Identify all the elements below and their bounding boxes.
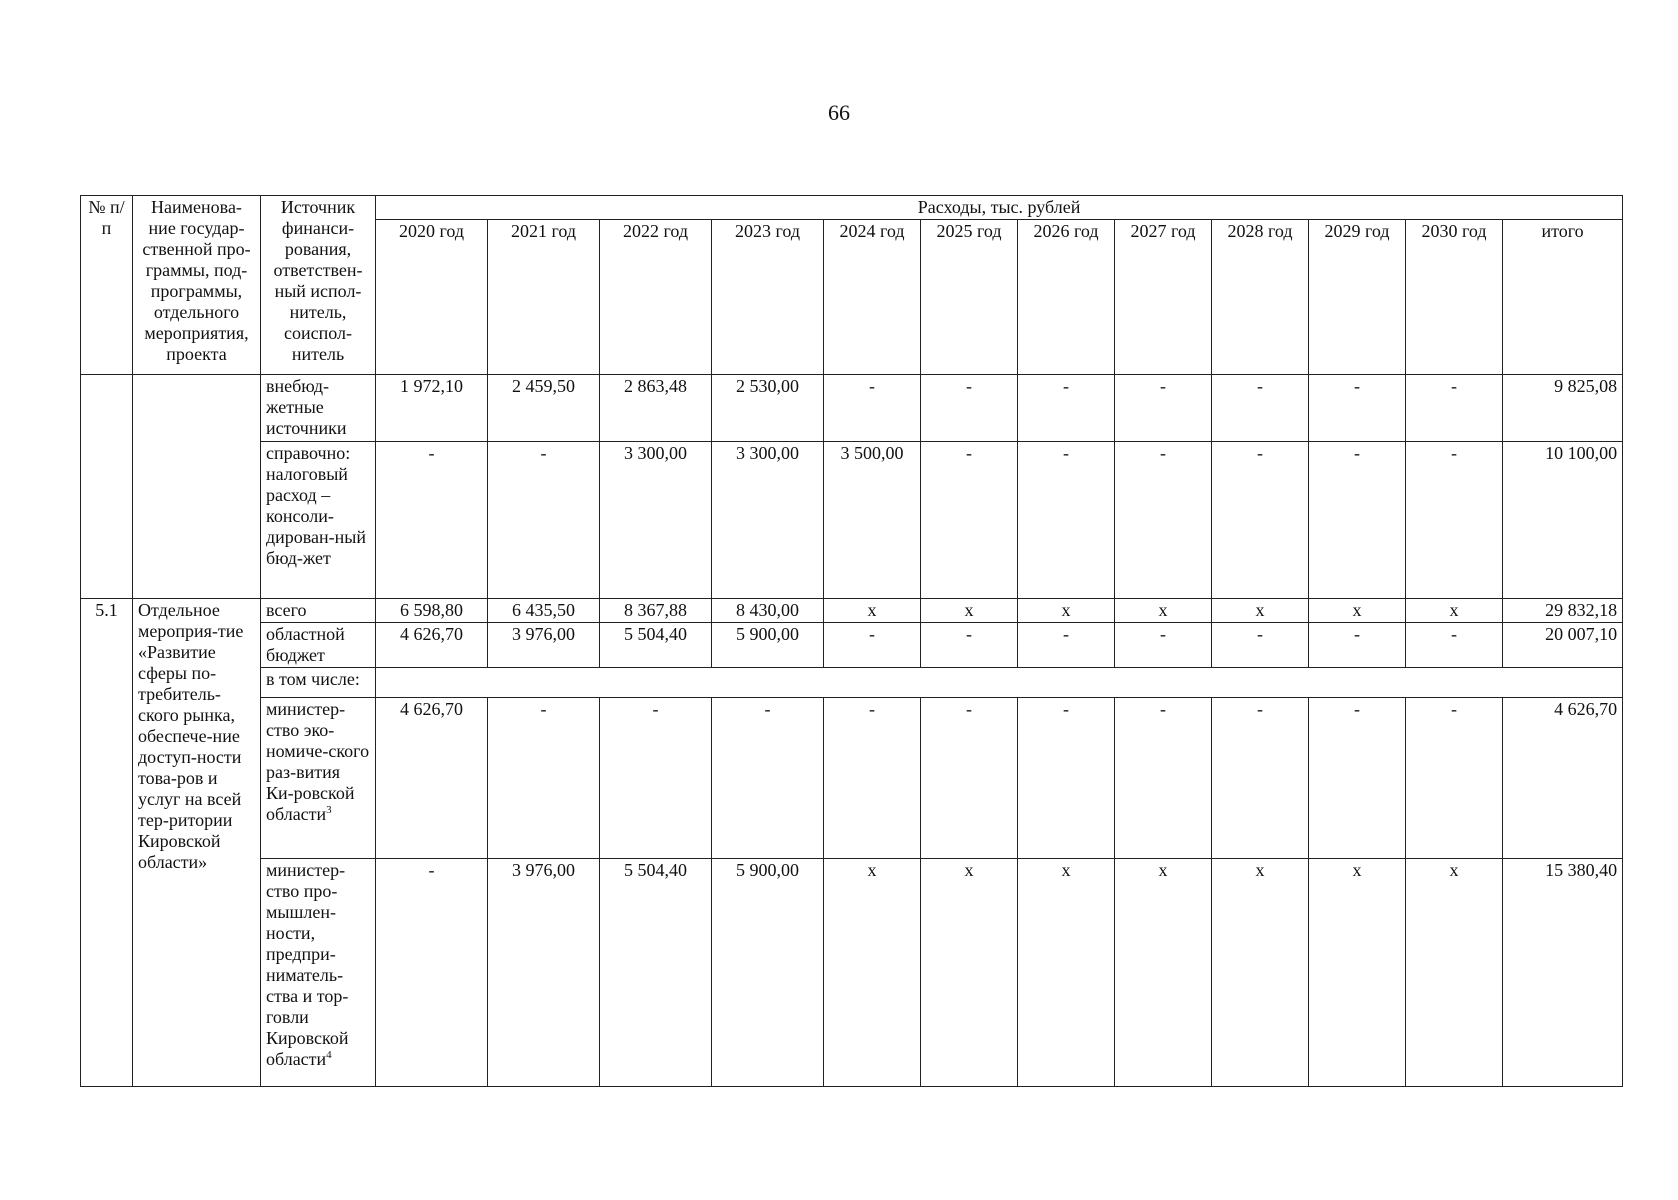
- value-cell: -: [1212, 375, 1309, 442]
- value-cell: -: [824, 375, 921, 442]
- value-cell: х: [921, 859, 1018, 1087]
- table-row: [81, 375, 1623, 442]
- value-cell: х: [1406, 599, 1503, 623]
- value-cell: -: [1309, 442, 1406, 599]
- source-cell: всего: [261, 599, 376, 623]
- value-cell: -: [1115, 375, 1212, 442]
- total-cell: 9 825,08: [1503, 375, 1623, 442]
- value-cell: 4 626,70: [376, 623, 488, 668]
- value-cell: -: [1309, 698, 1406, 859]
- value-cell: 5 504,40: [600, 623, 712, 668]
- source-cell: в том числе:: [261, 668, 376, 698]
- value-cell: -: [824, 623, 921, 668]
- value-cell: -: [921, 375, 1018, 442]
- year-2020: 2020 год: [376, 220, 488, 375]
- value-cell: 3 500,00: [824, 442, 921, 599]
- total-cell: 4 626,70: [1503, 698, 1623, 859]
- value-cell: -: [1018, 623, 1115, 668]
- source-text: министер-ство эко-номиче-ского раз-вития Ки-ровской области: [266, 699, 370, 824]
- empty-values-cell: [376, 668, 1623, 698]
- value-cell: -: [1018, 375, 1115, 442]
- header-row: [81, 196, 1623, 220]
- value-cell: 6 598,80: [376, 599, 488, 623]
- total-cell: 20 007,10: [1503, 623, 1623, 668]
- value-cell: х: [1018, 599, 1115, 623]
- value-cell: -: [1406, 442, 1503, 599]
- value-cell: -: [921, 698, 1018, 859]
- value-cell: х: [1212, 859, 1309, 1087]
- total-cell: 15 380,40: [1503, 859, 1623, 1087]
- value-cell: х: [1309, 859, 1406, 1087]
- value-cell: 3 300,00: [600, 442, 712, 599]
- table-row: [81, 698, 1623, 859]
- value-cell: 5 900,00: [712, 859, 824, 1087]
- value-cell: -: [1406, 375, 1503, 442]
- table-row: [81, 859, 1623, 1087]
- value-cell: 5 900,00: [712, 623, 824, 668]
- value-cell: 2 530,00: [712, 375, 824, 442]
- value-cell: -: [1115, 442, 1212, 599]
- table-row: [81, 442, 1623, 599]
- source-cell: внебюд-жетные источники: [261, 375, 376, 442]
- value-cell: 3 976,00: [488, 623, 600, 668]
- year-total: итого: [1503, 220, 1623, 375]
- value-cell: -: [712, 698, 824, 859]
- year-2024: 2024 год: [824, 220, 921, 375]
- value-cell: -: [600, 698, 712, 859]
- year-2030: 2030 год: [1406, 220, 1503, 375]
- value-cell: -: [488, 698, 600, 859]
- source-cell: [261, 859, 376, 1087]
- value-cell: х: [1115, 859, 1212, 1087]
- value-cell: х: [824, 859, 921, 1087]
- value-cell: х: [1212, 599, 1309, 623]
- year-2022: 2022 год: [600, 220, 712, 375]
- value-cell: 4 626,70: [376, 698, 488, 859]
- value-cell: -: [1212, 623, 1309, 668]
- header-name: Наименова-ние государ-ственной про-граммы, под-программы, отдельного мероприятия, проекта: [133, 196, 261, 375]
- value-cell: х: [1115, 599, 1212, 623]
- header-no: № п/п: [81, 196, 133, 375]
- value-cell: -: [1115, 623, 1212, 668]
- footnote-mark: 3: [326, 804, 332, 816]
- value-cell: -: [1115, 698, 1212, 859]
- source-cell: [261, 698, 376, 859]
- value-cell: 3 300,00: [712, 442, 824, 599]
- value-cell: -: [1309, 375, 1406, 442]
- header-expenses: Расходы, тыс. рублей: [376, 196, 1623, 220]
- expenses-table: [80, 195, 1623, 1087]
- header-source: Источник финанси-рования, ответствен-ный испол-нитель, соиспол-нитель: [261, 196, 376, 375]
- year-2021: 2021 год: [488, 220, 600, 375]
- source-cell: справочно: налоговый расход – консоли-дирован-ный бюд-жет: [261, 442, 376, 599]
- source-cell: областной бюджет: [261, 623, 376, 668]
- value-cell: х: [921, 599, 1018, 623]
- value-cell: 2 863,48: [600, 375, 712, 442]
- table-row: [81, 599, 1623, 623]
- value-cell: 3 976,00: [488, 859, 600, 1087]
- value-cell: -: [1018, 442, 1115, 599]
- empty-name-cell: [133, 375, 261, 599]
- year-2029: 2029 год: [1309, 220, 1406, 375]
- footnote-mark: 4: [326, 1049, 332, 1061]
- value-cell: -: [376, 442, 488, 599]
- value-cell: -: [921, 442, 1018, 599]
- empty-no-cell: [81, 375, 133, 599]
- table-row: [81, 623, 1623, 668]
- value-cell: -: [1212, 698, 1309, 859]
- year-2027: 2027 год: [1115, 220, 1212, 375]
- year-2023: 2023 год: [712, 220, 824, 375]
- total-cell: 29 832,18: [1503, 599, 1623, 623]
- item-name: Отдельное мероприя-тие «Развитие сферы по-требитель-ского рынка, обеспече-ние доступ-ности това-ров и услуг на всей тер-ритории Кировской области»: [133, 599, 261, 1087]
- value-cell: 2 459,50: [488, 375, 600, 442]
- page-number: 66: [828, 100, 850, 125]
- value-cell: 5 504,40: [600, 859, 712, 1087]
- value-cell: -: [1212, 442, 1309, 599]
- year-2028: 2028 год: [1212, 220, 1309, 375]
- year-2025: 2025 год: [921, 220, 1018, 375]
- source-text: министер-ство про-мышлен-ности, предпри-ниматель-ства и тор-говли Кировской области: [266, 860, 349, 1069]
- value-cell: 8 430,00: [712, 599, 824, 623]
- value-cell: х: [1309, 599, 1406, 623]
- value-cell: х: [824, 599, 921, 623]
- value-cell: -: [824, 698, 921, 859]
- value-cell: 8 367,88: [600, 599, 712, 623]
- value-cell: 1 972,10: [376, 375, 488, 442]
- value-cell: -: [376, 859, 488, 1087]
- item-number: 5.1: [81, 599, 133, 1087]
- value-cell: -: [1018, 698, 1115, 859]
- value-cell: -: [1406, 623, 1503, 668]
- value-cell: х: [1406, 859, 1503, 1087]
- table-row: [81, 668, 1623, 698]
- value-cell: 6 435,50: [488, 599, 600, 623]
- value-cell: -: [1406, 698, 1503, 859]
- value-cell: -: [921, 623, 1018, 668]
- year-2026: 2026 год: [1018, 220, 1115, 375]
- total-cell: 10 100,00: [1503, 442, 1623, 599]
- value-cell: -: [488, 442, 600, 599]
- value-cell: -: [1309, 623, 1406, 668]
- value-cell: х: [1018, 859, 1115, 1087]
